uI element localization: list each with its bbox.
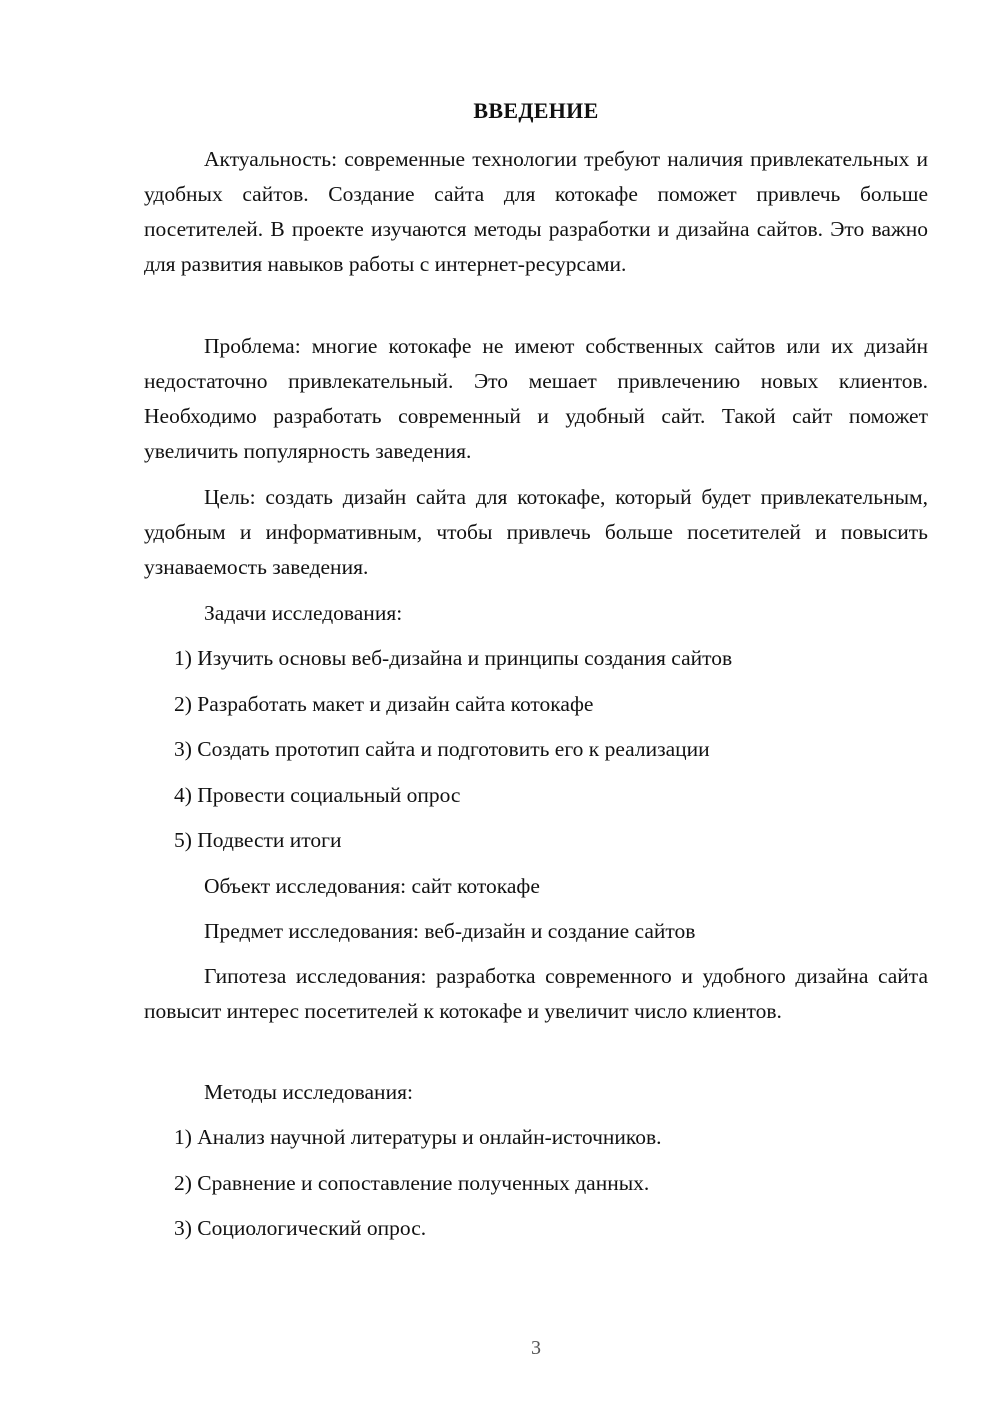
task-item-1: 1) Изучить основы веб-дизайна и принципы создания сайтов (174, 646, 733, 670)
paragraph-hypothesis: Гипотеза исследования: разработка современного и удобного дизайна сайта повысит интерес посетителей к котокафе и увеличит число клиентов. (144, 964, 928, 1023)
paragraph-relevance: Актуальность: современные технологии требуют наличия привлекательных и удобных сайтов. Создание сайта для котокафе поможет привлечь больше посетителей. В проекте изучаются методы разработки и дизайна сайтов. Это важно для развития навыков работы с интернет-ресурсами. (144, 147, 928, 276)
task-item-2: 2) Разработать макет и дизайн сайта котокафе (174, 692, 594, 716)
task-item-5: 5) Подвести итоги (174, 828, 342, 852)
paragraph-problem: Проблема: многие котокафе не имеют собственных сайтов или их дизайн недостаточно привлекательный. Это мешает привлечению новых клиентов. Необходимо разработать современный и удобный сайт. Такой сайт поможет увеличить популярность заведения. (144, 334, 928, 463)
page-number: 3 (531, 1337, 541, 1359)
task-item-3: 3) Создать прототип сайта и подготовить его к реализации (174, 737, 710, 761)
page-title: ВВЕДЕНИЕ (473, 98, 599, 123)
tasks-heading: Задачи исследования: (204, 601, 403, 625)
method-item-3: 3) Социологический опрос. (174, 1216, 427, 1240)
method-item-2: 2) Сравнение и сопоставление полученных данных. (174, 1171, 650, 1195)
paragraph-goal: Цель: создать дизайн сайта для котокафе, который будет привлекательным, удобным и информативным, чтобы привлечь больше посетителей и повысить узнаваемость заведения. (144, 485, 928, 579)
research-subject: Предмет исследования: веб-дизайн и создание сайтов (204, 919, 696, 943)
research-object: Объект исследования: сайт котокафе (204, 874, 540, 898)
method-item-1: 1) Анализ научной литературы и онлайн-источников. (174, 1125, 662, 1149)
methods-heading: Методы исследования: (204, 1080, 413, 1104)
task-item-4: 4) Провести социальный опрос (174, 783, 461, 807)
